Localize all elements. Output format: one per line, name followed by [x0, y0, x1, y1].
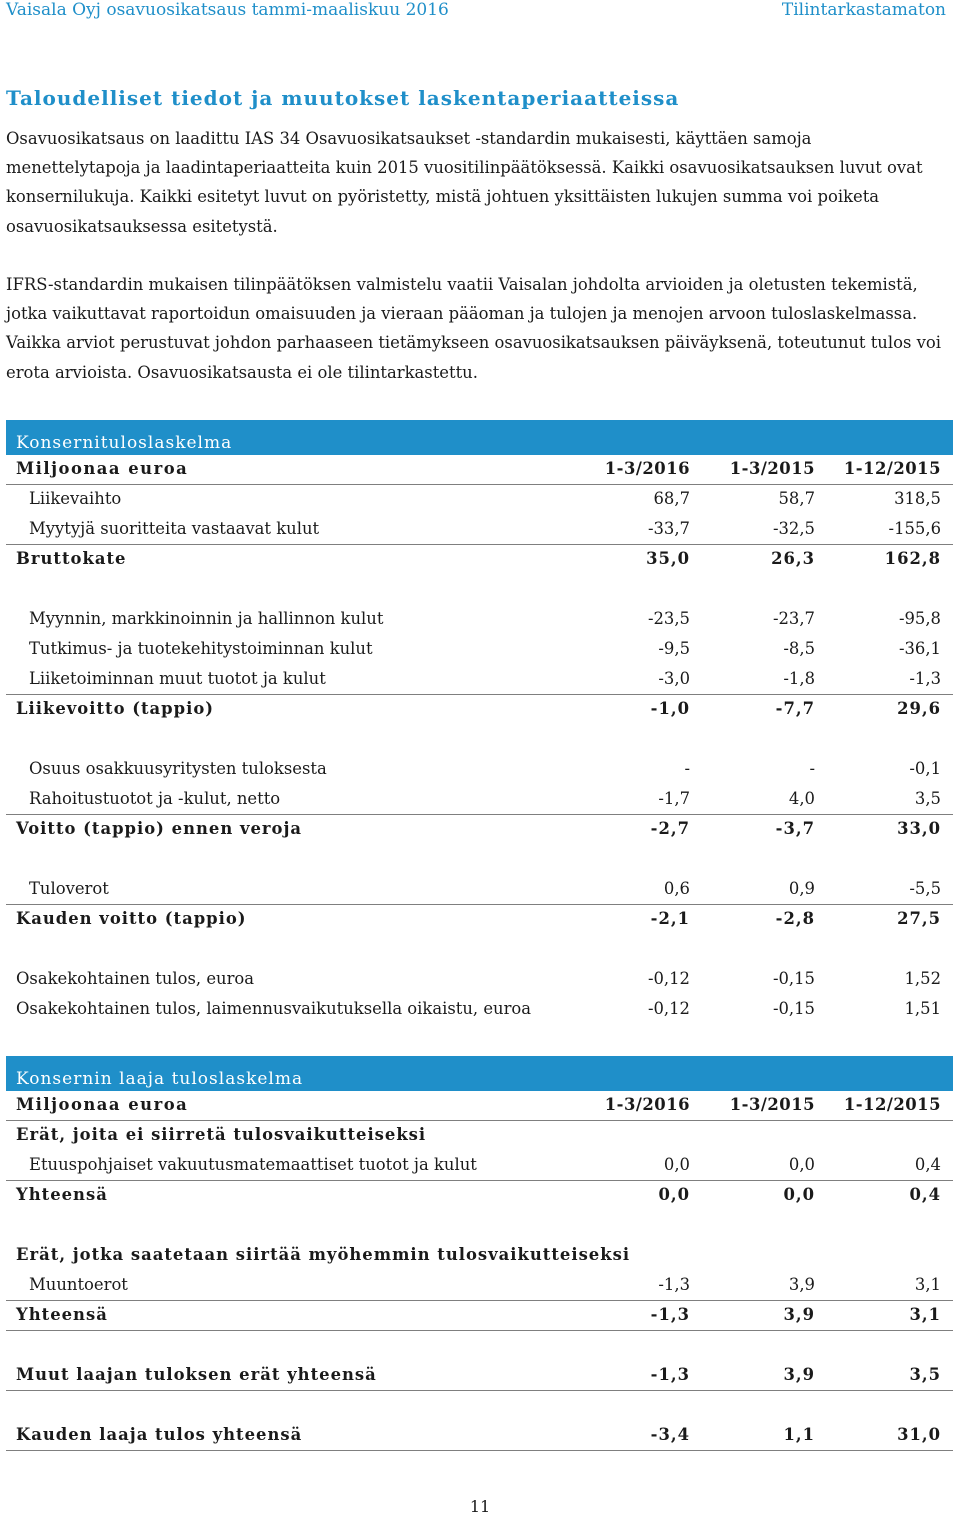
row-value: -0,15: [772, 999, 815, 1018]
row-value: 3,9: [783, 1305, 815, 1324]
row-value: -23,5: [647, 609, 690, 628]
row-value: 162,8: [884, 549, 941, 568]
row-value: -: [684, 759, 690, 778]
table-title: Konsernin laaja tuloslaskelma: [16, 1069, 304, 1089]
table-row-total: [6, 1301, 953, 1331]
header-label: Miljoonaa euroa: [16, 1095, 189, 1114]
row-value: -32,5: [772, 519, 815, 538]
page-number: 11: [469, 1497, 491, 1515]
row-value: 1,1: [783, 1425, 815, 1444]
row-label: Osakekohtainen tulos, laimennusvaikutuksella oikaistu, euroa: [16, 999, 532, 1018]
table-row: [6, 965, 953, 995]
table-row-total: [6, 1421, 953, 1451]
table-row: [6, 785, 953, 815]
row-value: 27,5: [897, 909, 941, 928]
row-value: -1,3: [658, 1275, 690, 1294]
table-row-total: [6, 815, 953, 845]
row-value: -3,4: [650, 1425, 690, 1444]
table-row-total: [6, 905, 953, 935]
row-value: 58,7: [778, 489, 815, 508]
row-label: Tutkimus- ja tuotekehitystoiminnan kulut: [29, 639, 373, 658]
row-value: -1,7: [658, 789, 690, 808]
row-value: 0,4: [909, 1185, 941, 1204]
row-value: 4,0: [788, 789, 815, 808]
row-value: -9,5: [658, 639, 690, 658]
row-value: -: [809, 759, 815, 778]
row-value: -0,12: [647, 969, 690, 988]
row-value: 0,0: [783, 1185, 815, 1204]
row-label: Etuuspohjaiset vakuutusmatemaattiset tuotot ja kulut: [29, 1155, 477, 1174]
row-label: Osuus osakkuusyritysten tuloksesta: [29, 759, 327, 778]
table-row-total: [6, 1181, 953, 1211]
row-value: 1,52: [904, 969, 941, 988]
row-value: -1,3: [650, 1305, 690, 1324]
row-label: Muut laajan tuloksen erät yhteensä: [16, 1365, 377, 1384]
row-label: Osakekohtainen tulos, euroa: [16, 969, 255, 988]
row-value: -33,7: [647, 519, 690, 538]
row-value: 0,0: [658, 1185, 690, 1204]
table-row: [6, 875, 953, 905]
row-value: 29,6: [897, 699, 941, 718]
row-value: 26,3: [771, 549, 815, 568]
group-label: Erät, jotka saatetaan siirtää myöhemmin tulosvaikutteiseksi: [16, 1245, 631, 1264]
row-value: -0,15: [772, 969, 815, 988]
row-value: 3,5: [909, 1365, 941, 1384]
row-value: 0,0: [788, 1155, 815, 1174]
row-label: Bruttokate: [16, 549, 127, 568]
row-label: Myynnin, markkinoinnin ja hallinnon kulut: [29, 609, 384, 628]
header-col-3: 1-12/2015: [843, 1095, 941, 1114]
row-value: 3,9: [783, 1365, 815, 1384]
header-col-2: 1-3/2015: [729, 459, 815, 478]
row-value: 1,51: [904, 999, 941, 1018]
table-row-total: [6, 545, 953, 575]
table-row: [6, 605, 953, 635]
row-value: 31,0: [897, 1425, 941, 1444]
row-label: Rahoitustuotot ja -kulut, netto: [29, 789, 281, 808]
group-heading: [6, 1241, 953, 1271]
row-label: Yhteensä: [16, 1185, 108, 1204]
row-label: Liiketoiminnan muut tuotot ja kulut: [29, 669, 326, 688]
row-value: 3,9: [788, 1275, 815, 1294]
table-row: [6, 1151, 953, 1181]
row-value: -0,12: [647, 999, 690, 1018]
table-row: [6, 755, 953, 785]
table-title-bar: [6, 420, 953, 455]
header-col-3: 1-12/2015: [843, 459, 941, 478]
comprehensive-income-table: [6, 1056, 953, 1451]
row-value: 0,4: [914, 1155, 941, 1174]
header-col-1: 1-3/2016: [604, 1095, 690, 1114]
row-value: 318,5: [894, 489, 941, 508]
table-row: [6, 515, 953, 545]
row-value: -2,7: [650, 819, 690, 838]
header-label: Miljoonaa euroa: [16, 459, 189, 478]
income-statement-table: [6, 420, 953, 1025]
row-label: Kauden laaja tulos yhteensä: [16, 1425, 303, 1444]
row-value: 0,0: [663, 1155, 690, 1174]
header-report-title: Vaisala Oyj osavuosikatsaus tammi-maaliskuu 2016: [6, 0, 449, 20]
row-value: 0,9: [788, 879, 815, 898]
row-value: -95,8: [898, 609, 941, 628]
row-value: -8,5: [783, 639, 815, 658]
row-value: -3,0: [658, 669, 690, 688]
table-header-row: [6, 455, 953, 485]
row-value: -7,7: [775, 699, 815, 718]
row-value: 68,7: [653, 489, 690, 508]
table-row: [6, 665, 953, 695]
row-value: -1,8: [783, 669, 815, 688]
section-title: Taloudelliset tiedot ja muutokset laskentaperiaatteissa: [6, 86, 680, 110]
row-label: Kauden voitto (tappio): [16, 909, 247, 928]
row-value: -1,3: [650, 1365, 690, 1384]
row-value: 3,5: [914, 789, 941, 808]
row-value: -2,1: [650, 909, 690, 928]
table-row-total: [6, 1361, 953, 1391]
table-header-row: [6, 1091, 953, 1121]
header-audit-status: Tilintarkastamaton: [781, 0, 946, 20]
table-row: [6, 485, 953, 515]
row-value: -1,3: [909, 669, 941, 688]
table-row: [6, 1271, 953, 1301]
row-value: -155,6: [888, 519, 941, 538]
row-value: 0,6: [663, 879, 690, 898]
table-row: [6, 995, 953, 1025]
row-value: 33,0: [897, 819, 941, 838]
row-label: Yhteensä: [16, 1305, 108, 1324]
header-col-2: 1-3/2015: [729, 1095, 815, 1114]
table-title-bar: [6, 1056, 953, 1091]
group-label: Erät, joita ei siirretä tulosvaikutteiseksi: [16, 1125, 427, 1144]
group-heading: [6, 1121, 953, 1151]
row-value: 35,0: [646, 549, 690, 568]
table-title: Konsernituloslaskelma: [16, 433, 233, 453]
row-value: -1,0: [650, 699, 690, 718]
row-label: Liikevoitto (tappio): [16, 699, 215, 718]
header-col-1: 1-3/2016: [604, 459, 690, 478]
row-label: Myytyjä suoritteita vastaavat kulut: [29, 519, 320, 538]
row-value: -0,1: [909, 759, 941, 778]
row-value: 3,1: [909, 1305, 941, 1324]
estimates-paragraph: IFRS-standardin mukaisen tilinpäätöksen valmistelu vaatii Vaisalan johdolta arvioiden ja oletusten tekemistä, jotka vaikuttavat raportoidun omaisuuden ja vieraan pääoman ja tulojen ja menojen arvoon tuloslaskelmassa. Vaikka arviot perustuvat johdon parhaaseen tietämykseen osavuosikatsauksen päiväyksenä, toteutunut tulos voi erota arvioista. Osavuosikatsausta ei ole tilintarkastettu.: [6, 275, 941, 382]
table-row-total: [6, 695, 953, 725]
page-header: [6, 0, 946, 24]
intro-paragraph: Osavuosikatsaus on laadittu IAS 34 Osavuosikatsaukset -standardin mukaisesti, käyttäen samoja menettelytapoja ja laadintaperiaatteita kuin 2015 vuositilinpäätöksessä. Kaikki osavuosikatsauksen luvut ovat konsernilukuja. Kaikki esitetyt luvut on pyöristetty, mistä johtuen yksittäisten lukujen summa voi poiketa osavuosikatsauksessa esitetystä.: [6, 129, 923, 236]
row-value: 3,1: [914, 1275, 941, 1294]
row-value: -23,7: [772, 609, 815, 628]
row-label: Liikevaihto: [29, 489, 122, 508]
row-value: -5,5: [909, 879, 941, 898]
row-label: Voitto (tappio) ennen veroja: [16, 819, 303, 838]
row-value: -36,1: [898, 639, 941, 658]
row-value: -2,8: [775, 909, 815, 928]
row-value: -3,7: [775, 819, 815, 838]
table-row: [6, 635, 953, 665]
row-label: Muuntoerot: [29, 1275, 128, 1294]
row-label: Tuloverot: [29, 879, 109, 898]
